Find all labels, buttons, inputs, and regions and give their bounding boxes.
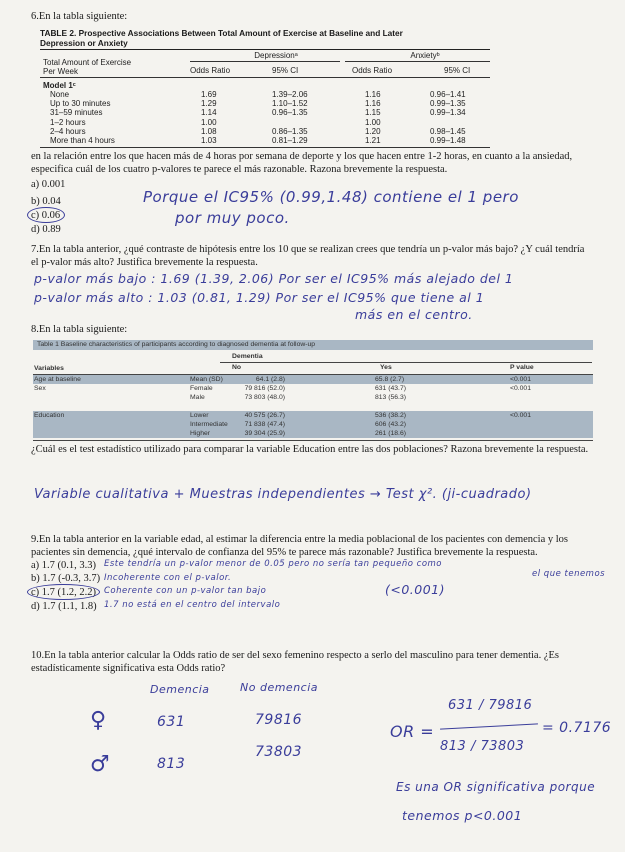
- q6-handwritten-answer-1: Porque el IC95% (0.99,1.48) contiene el 1 pero: [143, 188, 519, 206]
- q10-fraction-bar: [440, 723, 538, 729]
- table2-dep-ci: 0.86–1.35: [272, 126, 308, 136]
- q7-handwritten-line2: p-valor más alto : 1.03 (0.81, 1.29) Por ser el IC95% que tiene al 1: [34, 290, 485, 305]
- table1-no-value: 73 803 (48.0): [244, 394, 285, 401]
- table1-sub-label: Lower: [190, 412, 209, 419]
- q7-handwritten-line1: p-valor más bajo : 1.69 (1.39, 2.06) Por ser el IC95% más alejado del 1: [34, 271, 514, 286]
- table2-dep-ci: 0.96–1.35: [272, 108, 308, 118]
- table2-anx-ci: 0.99–1.34: [430, 108, 466, 118]
- q6-option-c[interactable]: c) 0.06: [31, 210, 61, 221]
- table1-yes-value: 813 (56.3): [375, 394, 406, 401]
- q9-option-d[interactable]: d) 1.7 (1.1, 1.8): [31, 601, 97, 612]
- q9-option-c-circle: [27, 584, 100, 600]
- table2-anx-ci: 0.99–1.35: [430, 99, 466, 109]
- male-symbol-icon: ♂: [90, 752, 111, 777]
- q6-question-line1: en la relación entre los que hacen más de 4 horas por semana de deporte y los que hacen entre 1-2 horas, en cuanto a la ansiedad,: [31, 151, 573, 162]
- q9-option-b[interactable]: b) 1.7 (-0.3, 3.7): [31, 573, 101, 584]
- table2-dep-ci: 1.39–2.06: [272, 90, 308, 99]
- q8-question: ¿Cuál es el test estadístico utilizado para comparar la variable Education entre las dos poblaciones? Razona brevemente la respuesta.: [31, 444, 589, 455]
- table2-anxiety-rule: [345, 61, 490, 62]
- q10-header-demencia: Demencia: [150, 683, 210, 696]
- table2-title-line2: Depression or Anxiety: [40, 38, 128, 48]
- q10-header-no-demencia: No demencia: [240, 681, 319, 694]
- table1-header-dementia: Dementia: [232, 353, 263, 360]
- q9-handwritten-a: Este tendría un p-valor menor de 0.05 pero no sería tan pequeño como: [104, 559, 443, 569]
- table1-yes-value: 606 (43.2): [375, 421, 406, 428]
- table2-row-label: 31–59 minutes: [50, 108, 103, 118]
- table1-var-label: Education: [34, 412, 65, 419]
- q9-handwritten-c-2: (<0.001): [385, 582, 446, 597]
- table1-sub-label: Male: [190, 394, 205, 401]
- q10-or-numerator: 631 / 79816: [448, 698, 533, 713]
- q9-question-line2: pacientes sin demencia, ¿qué intervalo de confianza del 95% te parece más razonable? Justifica brevemente la respuesta.: [31, 547, 538, 558]
- table2-header-total-1: Total Amount of Exercise: [43, 58, 132, 67]
- q10-question-line1: 10.En la tabla anterior calcular la Odds ratio de ser del sexo femenino respecto a serlo del masculino para tener dementia. ¿Es: [31, 650, 559, 661]
- table2-header-anxiety: Anxietyᵇ: [410, 51, 440, 60]
- table2-header-dep-or: Odds Ratio: [190, 66, 231, 75]
- table1-header-no: No: [232, 364, 242, 371]
- q8-heading: 8.En la tabla siguiente:: [31, 324, 128, 335]
- table2-header-anx-ci: 95% CI: [444, 66, 471, 75]
- table1-pvalue: <0.001: [510, 376, 531, 383]
- q10-male-dementia: 813: [157, 756, 186, 772]
- table2-anx-or: 1.00: [365, 117, 381, 127]
- table1-sub-label: Intermediate: [190, 421, 228, 428]
- table1-no-value: 71 838 (47.4): [244, 421, 285, 428]
- table2-row-label: None: [50, 90, 70, 99]
- table2-row-label: More than 4 hours: [50, 136, 115, 145]
- table1-header-variables: Variables: [34, 365, 64, 372]
- table2-anx-ci: 0.96–1.41: [430, 90, 466, 99]
- table2-anx-or: 1.15: [365, 108, 381, 118]
- q10-question-line2: estadísticamente significativa esta Odds ratio?: [31, 663, 226, 674]
- q9-handwritten-c-1: Coherente con un p-valor tan bajo: [104, 586, 267, 596]
- table2-anx-or: 1.21: [365, 136, 381, 145]
- table2-row-label: Up to 30 minutes: [50, 99, 111, 109]
- table2-header-depression: Depressionᵃ: [254, 51, 298, 60]
- q6-heading: 6.En la tabla siguiente:: [31, 11, 128, 22]
- table1-yes-value: 631 (43.7): [375, 385, 406, 392]
- table1-yes-value: 536 (38.2): [375, 412, 406, 419]
- q10-male-no-dementia: 73803: [255, 744, 303, 760]
- table2-anx-ci: 0.99–1.48: [430, 136, 466, 145]
- q10-female-no-dementia: 79816: [255, 712, 303, 728]
- q7-question-line2: el p-valor más alto? Justifica brevemente la respuesta.: [31, 257, 258, 268]
- table1-header-pvalue: P value: [510, 364, 534, 371]
- table2-anx-or: 1.16: [365, 99, 381, 109]
- q10-conclusion-line1: Es una OR significativa porque: [396, 780, 596, 794]
- table2-row-label: 2–4 hours: [50, 126, 86, 136]
- q10-or-result: = 0.7176: [542, 720, 612, 736]
- q6-option-d[interactable]: d) 0.89: [31, 224, 61, 235]
- table1-row-band-education: [33, 411, 593, 438]
- table1-row-band-age: [33, 375, 593, 384]
- q10-female-dementia: 631: [157, 714, 186, 730]
- table1-header-yes: Yes: [380, 364, 392, 371]
- table2-header-anx-or: Odds Ratio: [352, 66, 393, 75]
- table1-var-label: Sex: [34, 385, 46, 392]
- table1-var-label: Age at baseline: [34, 376, 81, 383]
- table1-no-value: 40 575 (26.7): [244, 412, 285, 419]
- table2-bottom-rule: [40, 147, 490, 148]
- table2-dep-or: 1.14: [201, 108, 217, 118]
- q6-option-c-circle: [27, 207, 65, 223]
- table1-sub-label: Higher: [190, 430, 211, 437]
- q6-handwritten-answer-2: por muy poco.: [175, 209, 290, 227]
- q9-option-c[interactable]: c) 1.7 (1.2, 2.2): [31, 587, 97, 598]
- table2-dep-ci: 0.81–1.29: [272, 136, 308, 145]
- table2-dep-ci: 1.10–1.52: [272, 99, 308, 109]
- table2-anx-or: 1.16: [365, 90, 381, 99]
- q10-conclusion-line2: tenemos p<0.001: [402, 808, 523, 823]
- table1-pvalue: <0.001: [510, 412, 531, 419]
- table1-pvalue: <0.001: [510, 385, 531, 392]
- q6-option-a[interactable]: a) 0.001: [31, 179, 66, 190]
- female-symbol-icon: ♀: [90, 708, 107, 733]
- table2-title-line1: TABLE 2. Prospective Associations Between Total Amount of Exercise at Baseline and Later: [40, 28, 403, 38]
- q9-handwritten-b: Incoherente con el p-valor.: [104, 573, 232, 583]
- table1-bottom-rule: [33, 440, 593, 441]
- q9-question-line1: 9.En la tabla anterior en la variable edad, al estimar la diferencia entre la media poblacional de los pacientes con demencia y los: [31, 534, 569, 545]
- table2-dep-or: 1.08: [201, 126, 217, 136]
- q10-or-denominator: 813 / 73803: [440, 739, 525, 754]
- q9-option-a[interactable]: a) 1.7 (0.1, 3.3): [31, 560, 97, 571]
- table2-header-dep-ci: 95% CI: [272, 66, 299, 75]
- table2-dep-or: 1.03: [201, 136, 217, 145]
- table2-row-label: 1–2 hours: [50, 117, 86, 127]
- table1-no-value: 39 304 (25.9): [244, 430, 285, 437]
- table2-header-total-2: Per Week: [43, 67, 78, 76]
- table1-no-value: 64.1 (2.8): [255, 376, 285, 383]
- table1-yes-value: 261 (18.6): [375, 430, 406, 437]
- table2-top-rule: [40, 49, 490, 50]
- table1-sub-label: Mean (SD): [190, 376, 223, 383]
- table2-anx-or: 1.20: [365, 126, 381, 136]
- table1-dementia-rule: [220, 362, 592, 363]
- table1-no-value: 79 816 (52.0): [244, 385, 285, 392]
- table1-sub-label: Female: [190, 385, 213, 392]
- table2-dep-or: 1.69: [201, 90, 217, 99]
- table2-dep-or: 1.29: [201, 99, 217, 109]
- q8-handwritten-answer: Variable cualitativa + Muestras independientes → Test χ². (ji-cuadrado): [34, 487, 532, 502]
- table2-model-label: Model 1ᶜ: [43, 81, 76, 90]
- table2-depression-rule: [190, 61, 340, 62]
- q6-option-b[interactable]: b) 0.04: [31, 196, 61, 207]
- table2-anx-ci: 0.98–1.45: [430, 126, 466, 136]
- q9-handwritten-side: el que tenemos: [532, 569, 606, 579]
- table2-dep-or: 1.00: [201, 117, 217, 127]
- q7-question-line1: 7.En la tabla anterior, ¿qué contraste de hipótesis entre los 10 que se realizan crees que tendría un p-valor más bajo? ¿Y cuál tendría: [31, 244, 585, 255]
- q7-handwritten-line3: más en el centro.: [355, 307, 473, 322]
- q10-or-label: OR =: [390, 722, 435, 741]
- table2-header-rule: [40, 77, 490, 78]
- q9-handwritten-d: 1.7 no está en el centro del intervalo: [104, 600, 281, 610]
- table1-title: Table 1 Baseline characteristics of participants according to diagnosed dementia at follow-up: [37, 341, 316, 348]
- q6-question-line2: especifica cuál de los cuatro p-valores te parece el más razonable. Razona brevemente la respuesta.: [31, 164, 448, 175]
- table1-yes-value: 65.8 (2.7): [375, 376, 405, 383]
